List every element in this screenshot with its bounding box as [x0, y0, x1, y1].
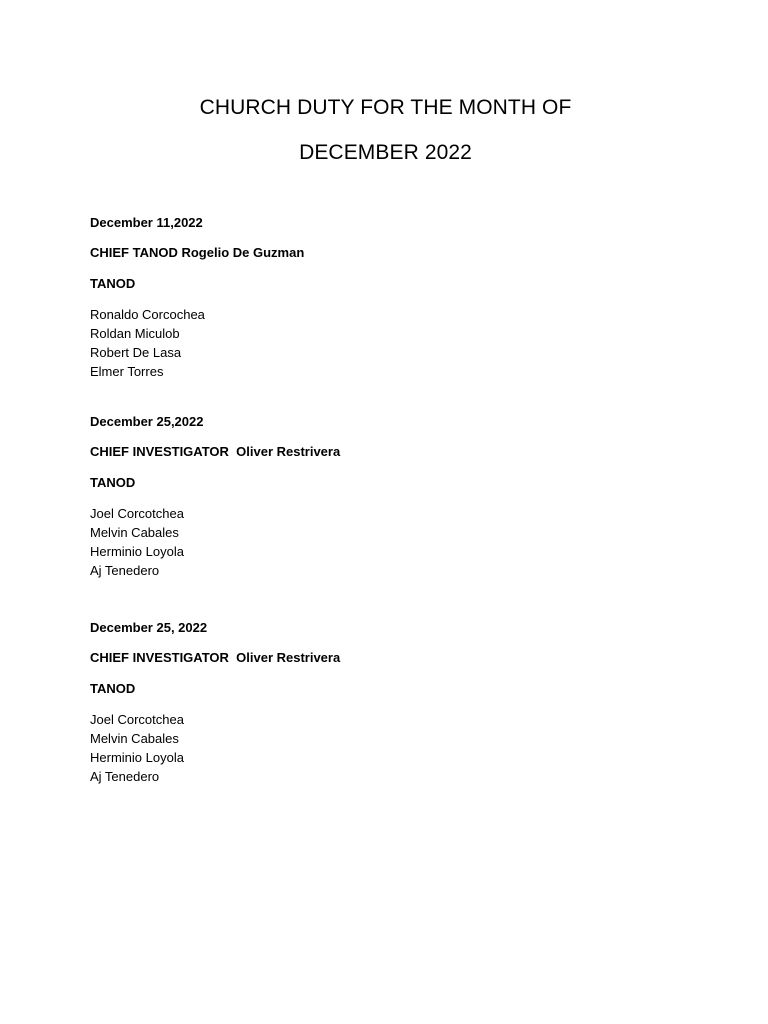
- member-name: Aj Tenedero: [90, 563, 160, 578]
- duty-date: December 11,2022: [90, 215, 203, 230]
- role-heading: TANOD: [90, 475, 136, 490]
- member-name: Herminio Loyola: [90, 544, 184, 559]
- document-title-line-2: DECEMBER 2022: [299, 141, 472, 164]
- member-list: [90, 307, 205, 383]
- chief-assignment: CHIEF INVESTIGATOR Oliver Restrivera: [90, 444, 341, 459]
- member-list: [90, 712, 184, 788]
- member-name: Robert De Lasa: [90, 345, 182, 360]
- member-list: [90, 506, 184, 582]
- chief-assignment: CHIEF INVESTIGATOR Oliver Restrivera: [90, 650, 341, 665]
- member-name: Joel Corcotchea: [90, 506, 184, 521]
- member-name: Roldan Miculob: [90, 326, 180, 341]
- member-name: Herminio Loyola: [90, 750, 184, 765]
- role-heading: TANOD: [90, 681, 136, 696]
- member-name: Elmer Torres: [90, 364, 164, 379]
- document-title-line-1: CHURCH DUTY FOR THE MONTH OF: [199, 96, 572, 119]
- member-name: Aj Tenedero: [90, 769, 160, 784]
- member-name: Ronaldo Corcochea: [90, 307, 205, 322]
- role-heading: TANOD: [90, 276, 136, 291]
- duty-date: December 25, 2022: [90, 620, 208, 635]
- duty-date: December 25,2022: [90, 414, 204, 429]
- member-name: Melvin Cabales: [90, 525, 179, 540]
- member-name: Melvin Cabales: [90, 731, 179, 746]
- chief-assignment: CHIEF TANOD Rogelio De Guzman: [90, 245, 305, 260]
- member-name: Joel Corcotchea: [90, 712, 184, 727]
